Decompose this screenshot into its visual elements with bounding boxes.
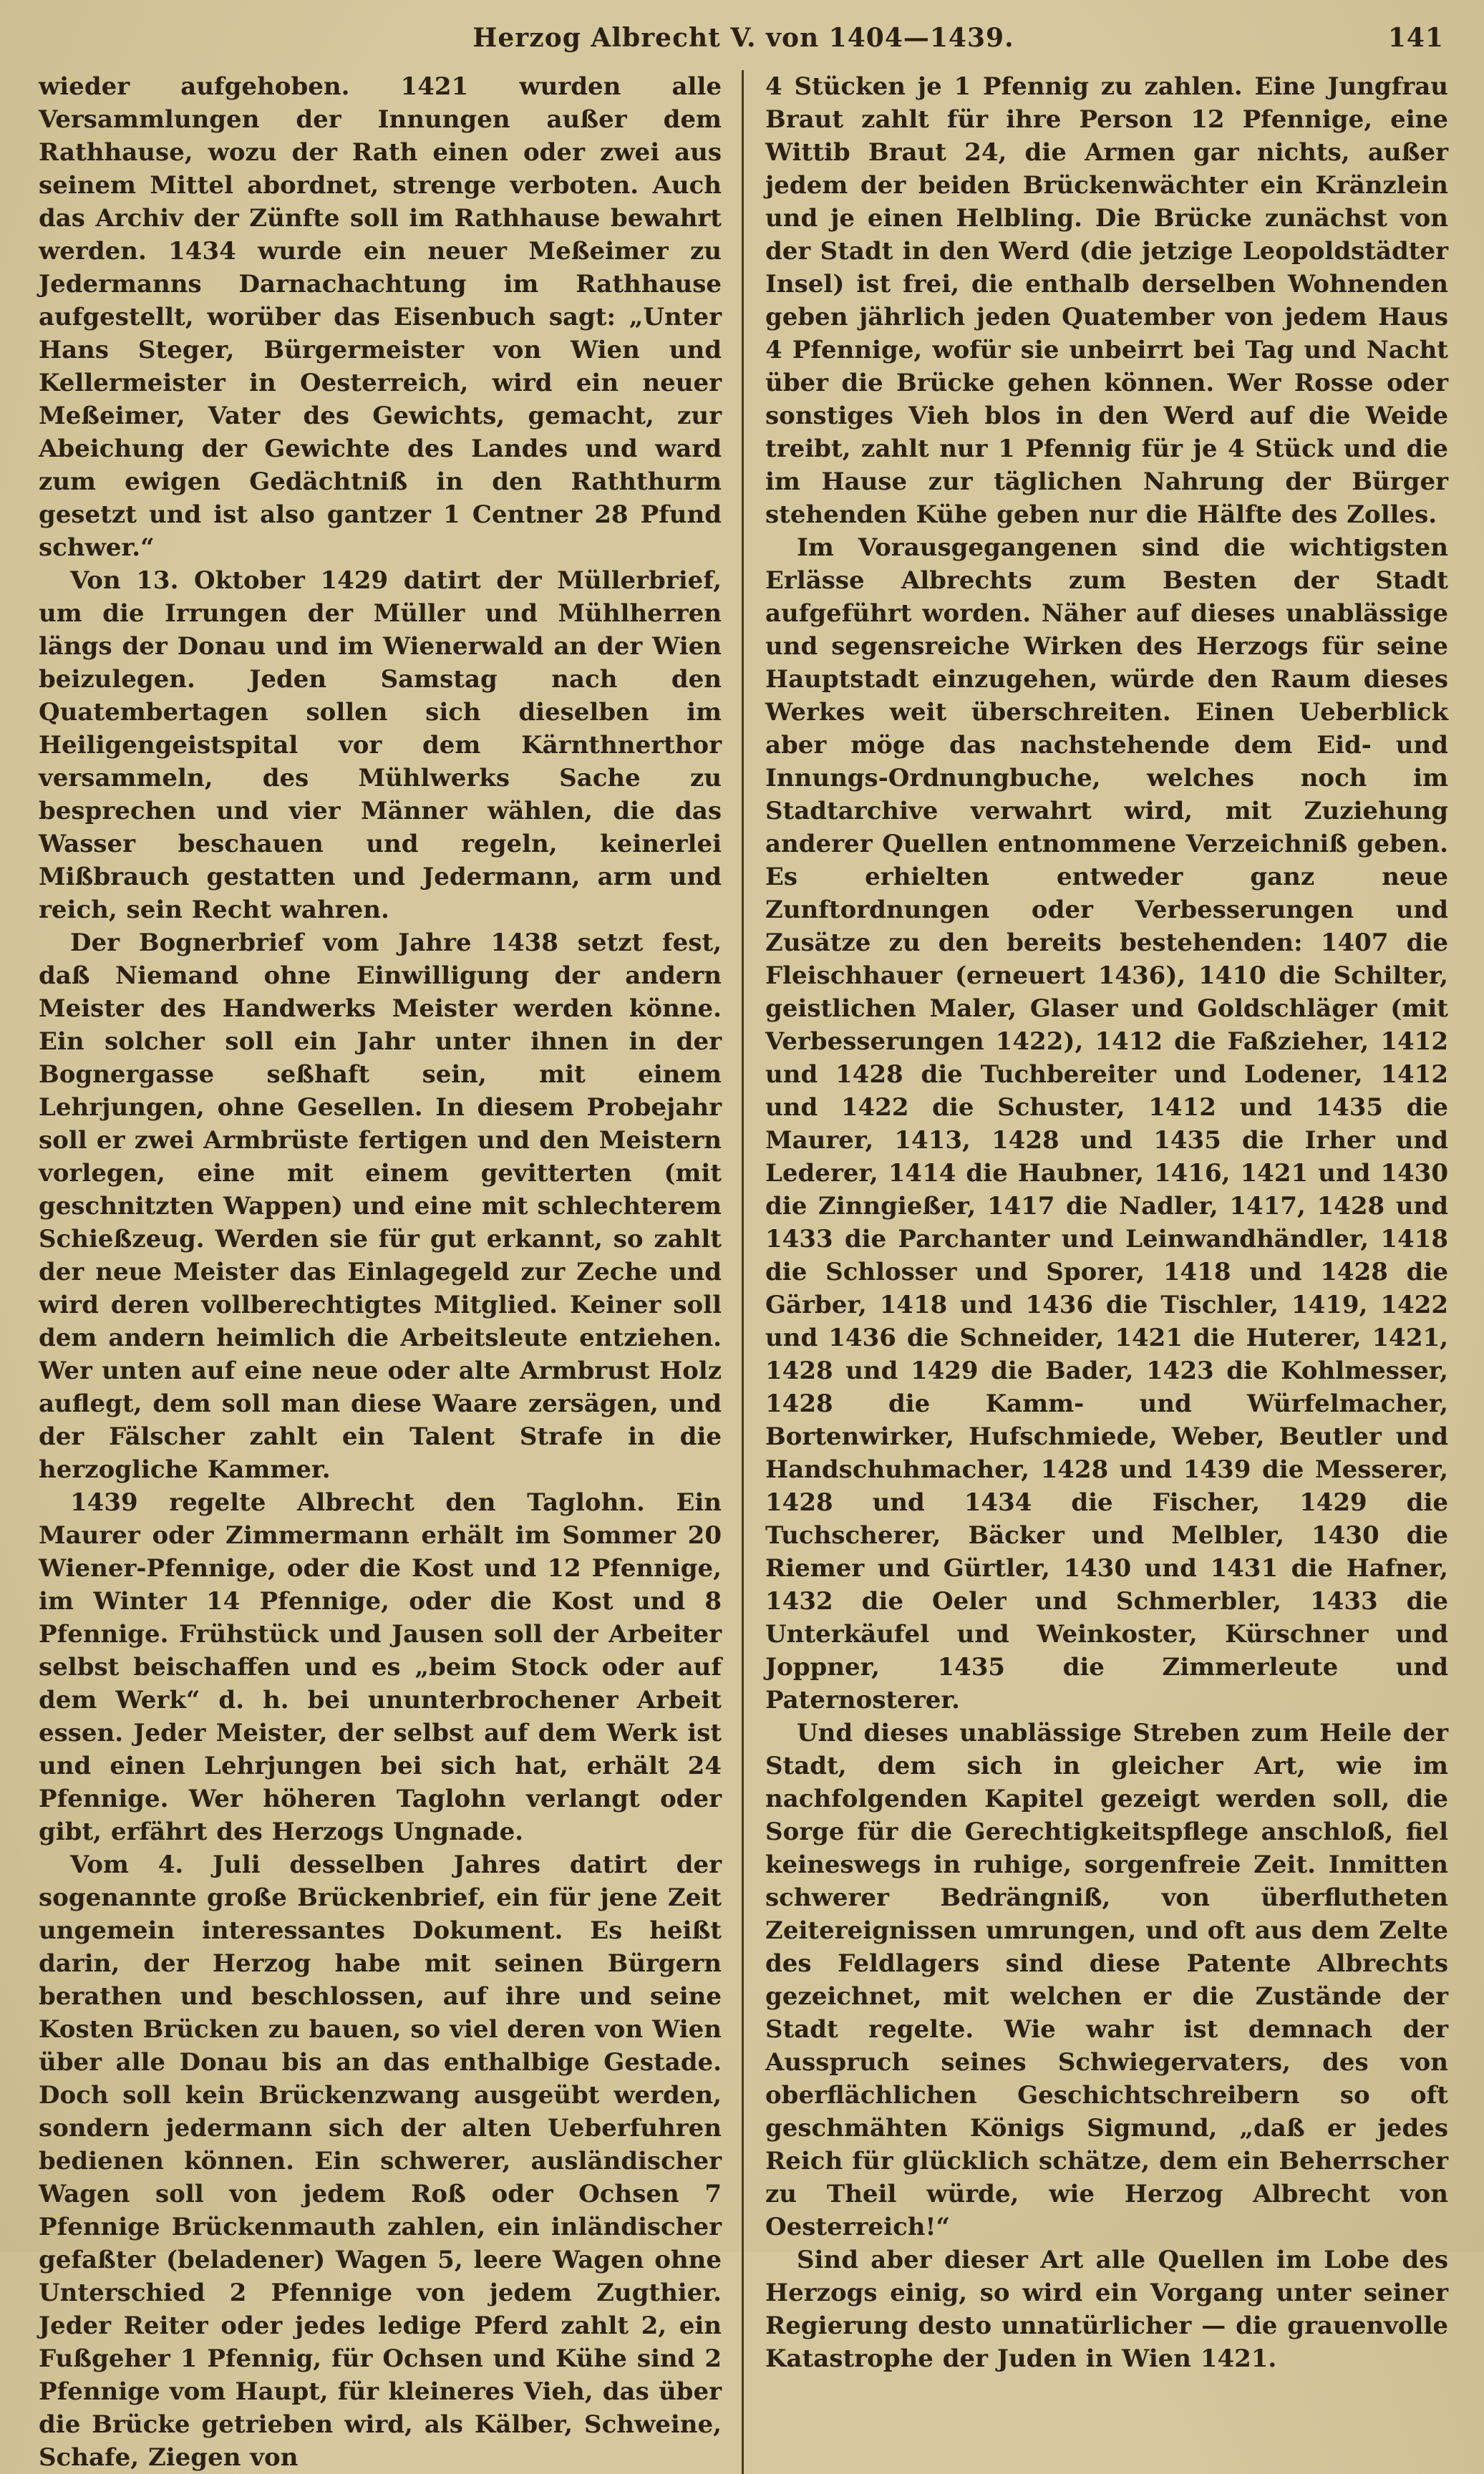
- left-column: [39, 70, 742, 2474]
- running-title: Herzog Albrecht V. von 1404—1439.: [472, 23, 1014, 53]
- paragraph: Von 13. Oktober 1429 datirt der Müllerbrief, um die Irrungen der Müller und Mühlherren längs der Donau und im Wienerwald an der Wien beizulegen. Jeden Samstag nach den Quatembertagen sollen sich dieselben im Heiligengeistspital vor dem Kärnthnerthor versammeln, des Mühlwerks Sache zu besprechen und vier Männer wählen, die das Wasser beschauen und regeln, keinerlei Mißbrauch gestatten und Jedermann, arm und reich, sein Recht wahren.: [39, 566, 722, 924]
- paragraph: Im Vorausgegangenen sind die wichtigsten Erlässe Albrechts zum Besten der Stadt aufgeführt worden. Näher auf dieses unablässige und segensreiche Wirken des Herzogs für seine Hauptstadt einzugehen, würde den Raum dieses Werkes weit überschreiten. Einen Ueberblick aber möge das nachstehende dem Eid- und Innungs-Ordnungbuche, welches noch im Stadtarchive verwahrt wird, mit Zuziehung anderer Quellen entnommene Verzeichniß geben. Es erhielten entweder ganz neue Zunftordnungen oder Verbesserungen und Zusätze zu den bereits bestehenden: 1407 die Fleischhauer (erneuert 1436), 1410 die Schilter, geistlichen Maler, Glaser und Goldschläger (mit Verbesserungen 1422), 1412 die Faßzieher, 1412 und 1428 die Tuchbereiter und Lodener, 1412 und 1422 die Schuster, 1412 und 1435 die Maurer, 1413, 1428 und 1435 die Irher und Lederer, 1414 die Haubner, 1416, 1421 und 1430 die Zinngießer, 1417 die Nadler, 1417, 1428 und 1433 die Parchanter und Leinwandhändler, 1418 die Schlosser und Sporer, 1418 und 1428 die Gärber, 1418 und 1436 die Tischler, 1419, 1422 und 1436 die Schneider, 1421 die Huterer, 1421, 1428 und 1429 die Bader, 1423 die Kohlmesser, 1428 die Kamm- und Würfelmacher, Bortenwirker, Hufschmiede, Weber, Beutler und Handschuhmacher, 1428 und 1439 die Messerer, 1428 und 1434 die Fischer, 1429 die Tuchscherer, Bäcker und Melbler, 1430 die Riemer und Gürtler, 1430 und 1431 die Hafner, 1432 die Oeler und Schmerbler, 1433 die Unterkäufel und Weinkoster, Kürschner und Joppner, 1435 die Zimmerleute und Paternosterer.: [765, 533, 1448, 1714]
- paragraph: Der Bognerbrief vom Jahre 1438 setzt fest, daß Niemand ohne Einwilligung der andern Meister des Handwerks Meister werden könne. Ein solcher soll ein Jahr unter ihnen in der Bognergasse seßhaft sein, mit einem Lehrjungen, ohne Gesellen. In diesem Probejahr soll er zwei Armbrüste fertigen und den Meistern vorlegen, eine mit einem gevitterten (mit geschnitzten Wappen) und eine mit schlechterem Schießzeug. Werden sie für gut erkannt, so zahlt der neue Meister das Einlagegeld zur Zeche und wird deren vollberechtigtes Mitglied. Keiner soll dem andern heimlich die Arbeitsleute entziehen. Wer unten auf eine neue oder alte Armbrust Holz auflegt, dem soll man diese Waare zersägen, und der Fälscher zahlt ein Talent Strafe in die herzogliche Kammer.: [39, 928, 722, 1484]
- paragraph: Sind aber dieser Art alle Quellen im Lobe des Herzogs einig, so wird ein Vorgang unter seiner Regierung desto unnatürlicher — die grauenvolle Katastrophe der Juden in Wien 1421.: [765, 2246, 1448, 2373]
- page-number: 141: [1387, 23, 1444, 53]
- right-column: [744, 70, 1448, 2474]
- two-column-text: [39, 70, 1448, 2474]
- page-header: [39, 20, 1448, 60]
- paragraph: wieder aufgehoben. 1421 wurden alle Versammlungen der Innungen außer dem Rathhause, wozu der Rath einen oder zwei aus seinem Mittel abordnet, strenge verboten. Auch das Archiv der Zünfte soll im Rathhause bewahrt werden. 1434 wurde ein neuer Meßeimer zu Jedermanns Darnachachtung im Rathhause aufgestellt, worüber das Eisenbuch sagt: „Unter Hans Steger, Bürgermeister von Wien und Kellermeister in Oesterreich, wird ein neuer Meßeimer, Vater des Gewichts, gemacht, zur Abeichung der Gewichte des Landes und ward zum ewigen Gedächtniß in den Raththurm gesetzt und ist also gantzer 1 Centner 28 Pfund schwer.“: [39, 72, 722, 562]
- paragraph: 4 Stücken je 1 Pfennig zu zahlen. Eine Jungfrau Braut zahlt für ihre Person 12 Pfennige, eine Wittib Braut 24, die Armen gar nichts, außer jedem der beiden Brückenwächter ein Kränzlein und je einen Helbling. Die Brücke zunächst von der Stadt in den Werd (die jetzige Leopoldstädter Insel) ist frei, die enthalb derselben Wohnenden geben jährlich jeden Quatember von jedem Haus 4 Pfennige, wofür sie unbeirrt bei Tag und Nacht über die Brücke gehen können. Wer Rosse oder sonstiges Vieh blos in den Werd auf die Weide treibt, zahlt nur 1 Pfennig für je 4 Stück und die im Hause zur täglichen Nahrung der Bürger stehenden Kühe geben nur die Hälfte des Zolles.: [765, 72, 1448, 529]
- paragraph: Vom 4. Juli desselben Jahres datirt der sogenannte große Brückenbrief, ein für jene Zeit ungemein interessantes Dokument. Es heißt darin, der Herzog habe mit seinen Bürgern berathen und beschlossen, auf ihre und seine Kosten Brücken zu bauen, so viel deren von Wien über alle Donau bis an das enthalbige Gestade. Doch soll kein Brückenzwang ausgeübt werden, sondern jedermann sich der alten Ueberfuhren bedienen können. Ein schwerer, ausländischer Wagen soll von jedem Roß oder Ochsen 7 Pfennige Brückenmauth zahlen, ein inländischer gefaßter (beladener) Wagen 5, leere Wagen ohne Unterschied 2 Pfennige von jedem Zugthier. Jeder Reiter oder jedes ledige Pferd zahlt 2, ein Fußgeher 1 Pfennig, für Ochsen und Kühe sind 2 Pfennige vom Haupt, für kleineres Vieh, das über die Brücke getrieben wird, als Kälber, Schweine, Schafe, Ziegen von: [39, 1850, 722, 2472]
- paragraph: 1439 regelte Albrecht den Taglohn. Ein Maurer oder Zimmermann erhält im Sommer 20 Wiener-Pfennige, oder die Kost und 12 Pfennige, im Winter 14 Pfennige, oder die Kost und 8 Pfennige. Frühstück und Jausen soll der Arbeiter selbst beischaffen und es „beim Stock oder auf dem Werk“ d. h. bei ununterbrochener Arbeit essen. Jeder Meister, der selbst auf dem Werk ist und einen Lehrjungen bei sich hat, erhält 24 Pfennige. Wer höheren Taglohn verlangt oder gibt, erfährt des Herzogs Ungnade.: [39, 1488, 722, 1846]
- paragraph: Und dieses unablässige Streben zum Heile der Stadt, dem sich in gleicher Art, wie im nachfolgenden Kapitel gezeigt werden soll, die Sorge für die Gerechtigkeitspflege anschloß, fiel keineswegs in ruhige, sorgenfreie Zeit. Inmitten schwerer Bedrängniß, von überflutheten Zeitereignissen umrungen, und oft aus dem Zelte des Feldlagers sind diese Patente Albrechts gezeichnet, mit welchen er die Zustände der Stadt regelte. Wie wahr ist demnach der Ausspruch seines Schwiegervaters, des von oberflächlichen Geschichtschreibern so oft geschmähten Königs Sigmund, „daß er jedes Reich für glücklich schätze, dem ein Beherrscher zu Theil würde, wie Herzog Albrecht von Oesterreich!“: [765, 1719, 1448, 2241]
